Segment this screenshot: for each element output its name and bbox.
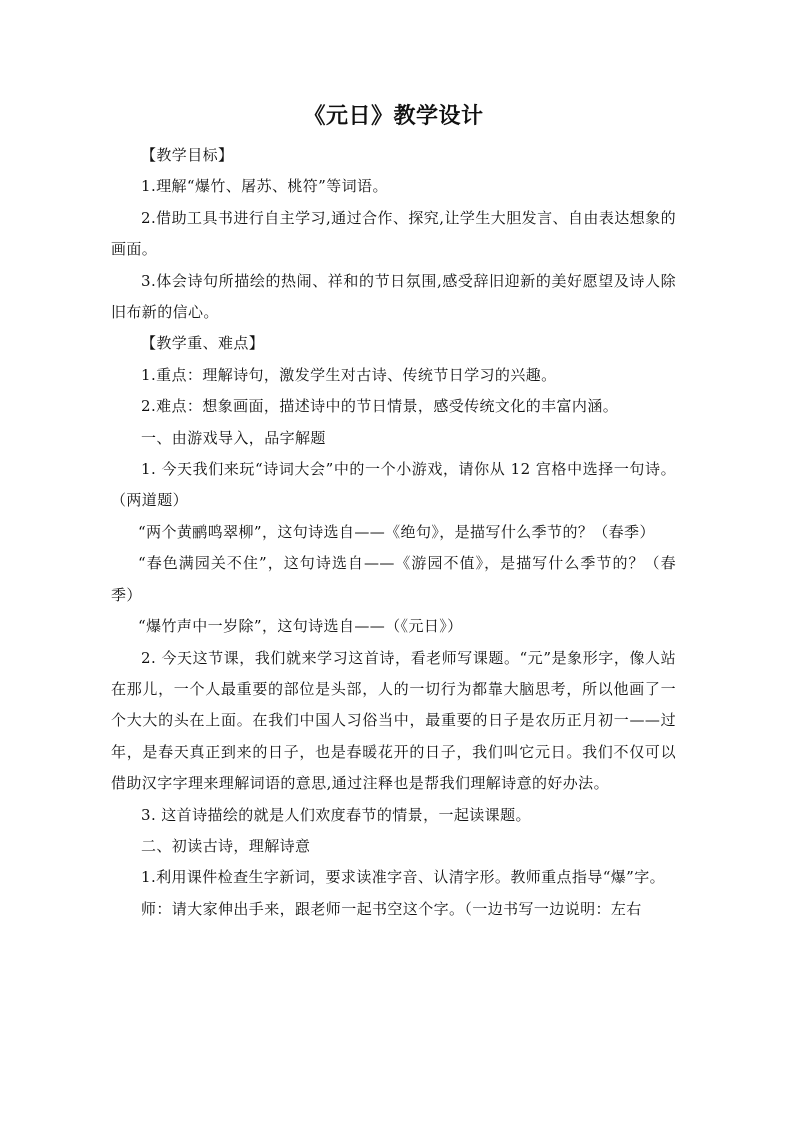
key-point: 1.重点：理解诗句，激发学生对古诗、传统节日学习的兴趣。 bbox=[141, 365, 557, 384]
paragraph-check-words: 1.利用课件检查生字新词，要求读准字音、认清字形。教师重点指导“爆”字。 bbox=[141, 868, 666, 887]
paragraph-quote-3: “爆竹声中一岁除”，这句诗选自——（《元日》） bbox=[138, 617, 463, 636]
document-page bbox=[111, 100, 676, 925]
document-title: 《元日》教学设计 bbox=[303, 104, 484, 129]
paragraph-teacher-instruction: 师：请大家伸出手来，跟老师一起书空这个字。（一边书写一边说明：左右 bbox=[141, 899, 642, 918]
section-heading-key-points: 【教学重、难点】 bbox=[141, 334, 265, 353]
paragraph-quote-1: “两个黄鹂鸣翠柳”，这句诗选自——《绝句》，是描写什么季节的？（春季） bbox=[138, 522, 655, 541]
paragraph-quote-2: “春色满园关不住”，这句诗选自——《游园不值》，是描写什么季节的？（春季） bbox=[111, 554, 676, 604]
section-heading-part-2: 二、初读古诗，理解诗意 bbox=[141, 836, 311, 855]
paragraph-game-intro: 1. 今天我们来玩“诗词大会”中的一个小游戏，请你从 12 宫格中选择一句诗。（两道题） bbox=[111, 460, 676, 510]
difficult-point: 2.难点：想象画面，描述诗中的节日情景，感受传统文化的丰富内涵。 bbox=[141, 397, 619, 416]
objective-3: 3.体会诗句所描绘的热闹、祥和的节日氛围,感受辞旧迎新的美好愿望及诗人除旧布新的信心。 bbox=[111, 271, 676, 322]
section-heading-objectives: 【教学目标】 bbox=[141, 146, 234, 164]
objective-2: 2.借助工具书进行自主学习,通过合作、探究,让学生大胆发言、自由表达想象的画面。 bbox=[111, 208, 676, 259]
objective-1: 1.理解“爆竹、屠苏、桃符”等词语。 bbox=[141, 177, 388, 196]
section-heading-part-1: 一、由游戏导入，品字解题 bbox=[141, 428, 326, 447]
paragraph-title-explanation: 2. 今天这节课，我们就来学习这首诗，看老师写课题。“元”是象形字，像人站在那儿，一个人最重要的部位是头部，人的一切行为都靠大脑思考，所以他画了一个大大的头在上面。在我们中国人习俗当中，最重要的日子是农历正月初一——过年，是春天真正到来的日子，也是春暖花开的日子，我们叫它元日。我们不仅可以借助汉字字理来理解词语的意思,通过注释也是帮我们理解诗意的好办法。 bbox=[111, 648, 676, 793]
paragraph-read-title: 3. 这首诗描绘的就是人们欢度春节的情景，一起读课题。 bbox=[141, 805, 531, 824]
